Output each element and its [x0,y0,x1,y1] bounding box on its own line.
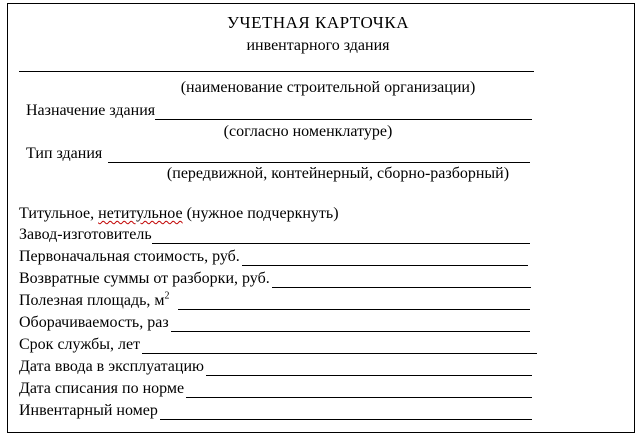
type-caption: (передвижной, контейнерный, сборно-разборный) [166,165,510,182]
turnover-label: Оборачиваемость, раз [19,314,169,331]
squared-superscript: 2 [164,290,170,302]
useful-area-field[interactable] [19,292,530,310]
service-life-field[interactable] [19,336,537,354]
turnover-field[interactable] [19,314,530,332]
building-purpose-label: Назначение здания [26,102,156,119]
building-purpose-line[interactable] [155,104,532,120]
writeoff-date-field[interactable] [19,380,532,398]
organization-name-line[interactable] [19,71,534,72]
manufacturer-label: Завод-изготовитель [19,226,152,243]
initial-cost-line[interactable] [242,250,528,266]
non-titular-option[interactable]: нетитульное [98,205,183,222]
building-type-line[interactable] [108,147,530,163]
turnover-line[interactable] [171,316,530,332]
inventory-number-label: Инвентарный номер [19,402,158,419]
building-type-label: Тип здания [26,145,103,162]
initial-cost-field[interactable] [19,248,528,266]
commission-date-field[interactable] [19,358,532,376]
useful-area-line[interactable] [178,294,531,310]
building-purpose-field[interactable] [26,102,532,120]
purpose-caption: (согласно номенклатуре) [223,123,393,140]
card-title: УЧЕТНАЯ КАРТОЧКА [227,13,409,32]
commission-date-label: Дата ввода в эксплуатацию [19,358,204,375]
manufacturer-line[interactable] [152,228,530,244]
building-type-field[interactable] [26,145,530,163]
inventory-number-line[interactable] [160,404,532,420]
titular-choice-line [19,205,339,223]
writeoff-date-label: Дата списания по норме [19,380,185,397]
titular-hint: (нужное подчеркнуть) [182,205,339,222]
service-life-line[interactable] [142,338,537,354]
organization-caption: (наименование строительной организации) [180,79,476,96]
return-sums-label: Возвратные суммы от разборки, руб. [19,270,270,287]
writeoff-date-line[interactable] [186,382,532,398]
commission-date-line[interactable] [206,360,532,376]
return-sums-field[interactable] [19,270,531,288]
card-subtitle: инвентарного здания [246,37,390,54]
useful-area-label: Полезная площадь, $м^2$ [19,290,170,309]
inventory-number-field[interactable] [19,402,532,420]
initial-cost-label: Первоначальная стоимость, руб. [19,248,240,265]
titular-option[interactable]: Титульное, [19,205,99,222]
service-life-label: Срок службы, лет [19,336,141,353]
manufacturer-field[interactable] [19,226,530,244]
inventory-card [7,3,635,433]
return-sums-line[interactable] [272,272,531,288]
